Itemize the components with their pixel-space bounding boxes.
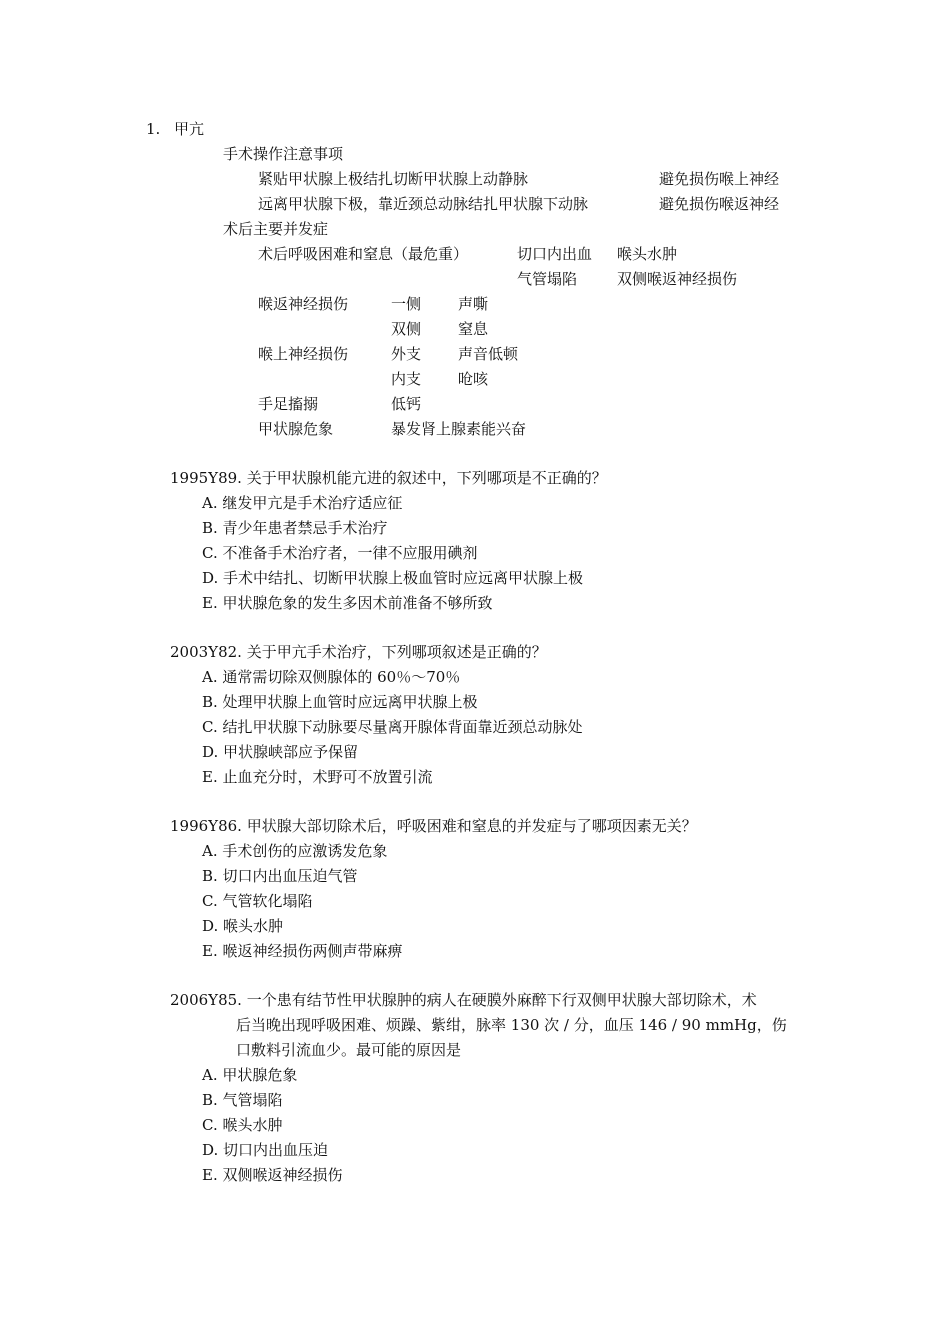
- complication-cause: 喉头水肿: [617, 245, 678, 263]
- question-option: A. 通常需切除双侧腺体的 60％～70％: [202, 668, 461, 686]
- question-option: C. 结扎甲状腺下动脉要尽量离开腺体背面靠近颈总动脉处: [202, 718, 583, 736]
- complication-type: 内支: [391, 370, 422, 388]
- complication-name: 甲状腺危象: [258, 420, 334, 438]
- main-complication: 术后呼吸困难和窒息（最危重）: [258, 245, 469, 263]
- question-option: E. 甲状腺危象的发生多因术前准备不够所致: [202, 594, 493, 612]
- question-option: D. 手术中结扎、切断甲状腺上极血管时应远离甲状腺上极: [202, 569, 584, 587]
- question-option: D. 喉头水肿: [202, 917, 284, 935]
- complication-name: 喉返神经损伤: [258, 295, 349, 313]
- complication-type: 暴发肾上腺素能兴奋: [391, 420, 527, 438]
- question-stem: 2003Y82. 关于甲亢手术治疗，下列哪项叙述是正确的？: [170, 643, 547, 661]
- complication-cause: 切口内出血: [517, 245, 593, 263]
- surgery-note-purpose: 避免损伤喉上神经: [659, 170, 780, 188]
- complication-effect: 呛咳: [458, 370, 489, 388]
- question-stem-line: 2006Y85. 一个患有结节性甲状腺肿的病人在硬膜外麻醉下行双侧甲状腺大部切除术，术: [170, 991, 757, 1009]
- complication-type: 一侧: [391, 295, 422, 313]
- surgery-notes-heading: 手术操作注意事项: [223, 145, 344, 163]
- question-option: C. 不准备手术治疗者，一律不应服用碘剂: [202, 544, 478, 562]
- question-option: A. 甲状腺危象: [202, 1066, 298, 1084]
- section-title: 甲亢: [174, 120, 205, 138]
- complication-type: 外支: [391, 345, 422, 363]
- question-option: A. 继发甲亢是手术治疗适应征: [202, 494, 403, 512]
- question-option: B. 处理甲状腺上血管时应远离甲状腺上极: [202, 693, 478, 711]
- question-option: B. 气管塌陷: [202, 1091, 283, 1109]
- question-stem: 1995Y89. 关于甲状腺机能亢进的叙述中，下列哪项是不正确的？: [170, 469, 607, 487]
- complication-name: 手足搐搦: [258, 395, 319, 413]
- question-option: B. 青少年患者禁忌手术治疗: [202, 519, 388, 537]
- question-option: E. 喉返神经损伤两侧声带麻痹: [202, 942, 403, 960]
- surgery-note-action: 远离甲状腺下极，靠近颈总动脉结扎甲状腺下动脉: [258, 195, 589, 213]
- complication-name: 喉上神经损伤: [258, 345, 349, 363]
- complication-effect: 声嘶: [458, 295, 489, 313]
- surgery-note-action: 紧贴甲状腺上极结扎切断甲状腺上动静脉: [258, 170, 529, 188]
- complication-cause: 双侧喉返神经损伤: [617, 270, 738, 288]
- surgery-note-purpose: 避免损伤喉返神经: [659, 195, 780, 213]
- question-option: D. 切口内出血压迫: [202, 1141, 329, 1159]
- complication-type: 低钙: [391, 395, 422, 413]
- complication-type: 双侧: [391, 320, 422, 338]
- complications-heading: 术后主要并发症: [223, 220, 329, 238]
- question-stem-line: 后当晚出现呼吸困难、烦躁、紫绀，脉率 130 次 / 分，血压 146 / 90 mmHg，伤: [236, 1016, 787, 1034]
- question-option: C. 喉头水肿: [202, 1116, 283, 1134]
- question-stem: 1996Y86. 甲状腺大部切除术后，呼吸困难和窒息的并发症与了哪项因素无关？: [170, 817, 697, 835]
- question-option: A. 手术创伤的应激诱发危象: [202, 842, 388, 860]
- question-option: B. 切口内出血压迫气管: [202, 867, 358, 885]
- complication-effect: 窒息: [458, 320, 489, 338]
- question-option: E. 止血充分时，术野可不放置引流: [202, 768, 433, 786]
- complication-cause: 气管塌陷: [517, 270, 578, 288]
- question-option: C. 气管软化塌陷: [202, 892, 313, 910]
- question-stem-line: 口敷料引流血少。最可能的原因是: [236, 1041, 462, 1059]
- question-option: D. 甲状腺峡部应予保留: [202, 743, 359, 761]
- section-number: 1.: [146, 120, 161, 138]
- complication-effect: 声音低顿: [458, 345, 519, 363]
- question-option: E. 双侧喉返神经损伤: [202, 1166, 343, 1184]
